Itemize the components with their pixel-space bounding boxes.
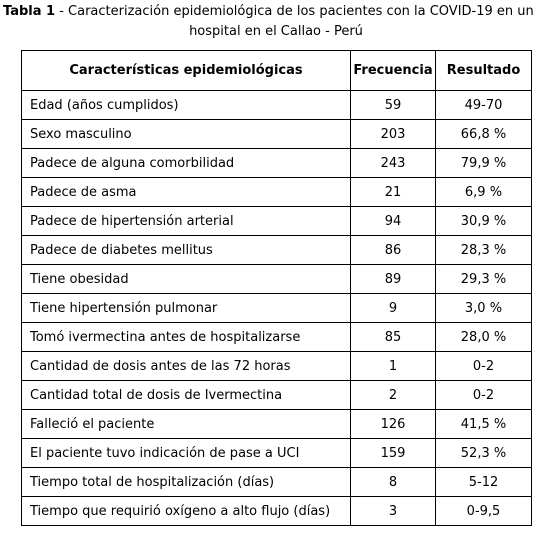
cell-frequency: 2 — [351, 381, 436, 410]
cell-characteristic: Padece de alguna comorbilidad — [22, 149, 351, 178]
cell-result: 49-70 — [436, 91, 532, 120]
table-row — [22, 352, 532, 381]
cell-result: 28,3 % — [436, 236, 532, 265]
cell-characteristic: El paciente tuvo indicación de pase a UCI — [22, 439, 351, 468]
cell-frequency: 1 — [351, 352, 436, 381]
cell-result: 0-9,5 — [436, 497, 532, 526]
table-row — [22, 265, 532, 294]
caption-line-2: hospital en el Callao - Perú — [189, 24, 363, 39]
cell-result: 41,5 % — [436, 410, 532, 439]
table-body — [22, 91, 532, 526]
cell-characteristic: Tomó ivermectina antes de hospitalizarse — [22, 323, 351, 352]
table-row — [22, 236, 532, 265]
cell-frequency: 126 — [351, 410, 436, 439]
cell-characteristic: Cantidad total de dosis de Ivermectina — [22, 381, 351, 410]
cell-characteristic: Tiempo que requirió oxígeno a alto flujo (días) — [22, 497, 351, 526]
cell-characteristic: Tiene obesidad — [22, 265, 351, 294]
cell-characteristic: Edad (años cumplidos) — [22, 91, 351, 120]
epidemiological-table — [21, 50, 532, 526]
table-row — [22, 410, 532, 439]
cell-result: 3,0 % — [436, 294, 532, 323]
table-row — [22, 439, 532, 468]
cell-frequency: 8 — [351, 468, 436, 497]
cell-frequency: 203 — [351, 120, 436, 149]
table-row — [22, 178, 532, 207]
cell-frequency: 3 — [351, 497, 436, 526]
table-row — [22, 323, 532, 352]
table-row — [22, 497, 532, 526]
cell-frequency: 89 — [351, 265, 436, 294]
table-row — [22, 91, 532, 120]
cell-characteristic: Sexo masculino — [22, 120, 351, 149]
table-row — [22, 468, 532, 497]
cell-frequency: 243 — [351, 149, 436, 178]
cell-result: 52,3 % — [436, 439, 532, 468]
cell-result: 66,8 % — [436, 120, 532, 149]
cell-result: 28,0 % — [436, 323, 532, 352]
cell-characteristic: Padece de diabetes mellitus — [22, 236, 351, 265]
table-header-row — [22, 51, 532, 91]
cell-result: 29,3 % — [436, 265, 532, 294]
cell-characteristic: Tiempo total de hospitalización (días) — [22, 468, 351, 497]
cell-result: 30,9 % — [436, 207, 532, 236]
header-result: Resultado — [436, 51, 532, 91]
cell-characteristic: Tiene hipertensión pulmonar — [22, 294, 351, 323]
cell-frequency: 94 — [351, 207, 436, 236]
table-row — [22, 120, 532, 149]
table-row — [22, 149, 532, 178]
cell-result: 79,9 % — [436, 149, 532, 178]
cell-result: 6,9 % — [436, 178, 532, 207]
cell-characteristic: Padece de hipertensión arterial — [22, 207, 351, 236]
cell-result: 0-2 — [436, 352, 532, 381]
cell-frequency: 85 — [351, 323, 436, 352]
header-characteristics: Características epidemiológicas — [22, 51, 351, 91]
header-frequency: Frecuencia — [351, 51, 436, 91]
cell-frequency: 59 — [351, 91, 436, 120]
cell-result: 0-2 — [436, 381, 532, 410]
cell-characteristic: Falleció el paciente — [22, 410, 351, 439]
cell-characteristic: Cantidad de dosis antes de las 72 horas — [22, 352, 351, 381]
table-row — [22, 381, 532, 410]
caption-text-1: - Caracterización epidemiológica de los pacientes con la COVID-19 en un — [55, 4, 534, 19]
table-row — [22, 294, 532, 323]
cell-frequency: 9 — [351, 294, 436, 323]
cell-frequency: 21 — [351, 178, 436, 207]
table-row — [22, 207, 532, 236]
cell-characteristic: Padece de asma — [22, 178, 351, 207]
cell-frequency: 86 — [351, 236, 436, 265]
cell-frequency: 159 — [351, 439, 436, 468]
cell-result: 5-12 — [436, 468, 532, 497]
caption-label: Tabla 1 — [3, 4, 56, 19]
